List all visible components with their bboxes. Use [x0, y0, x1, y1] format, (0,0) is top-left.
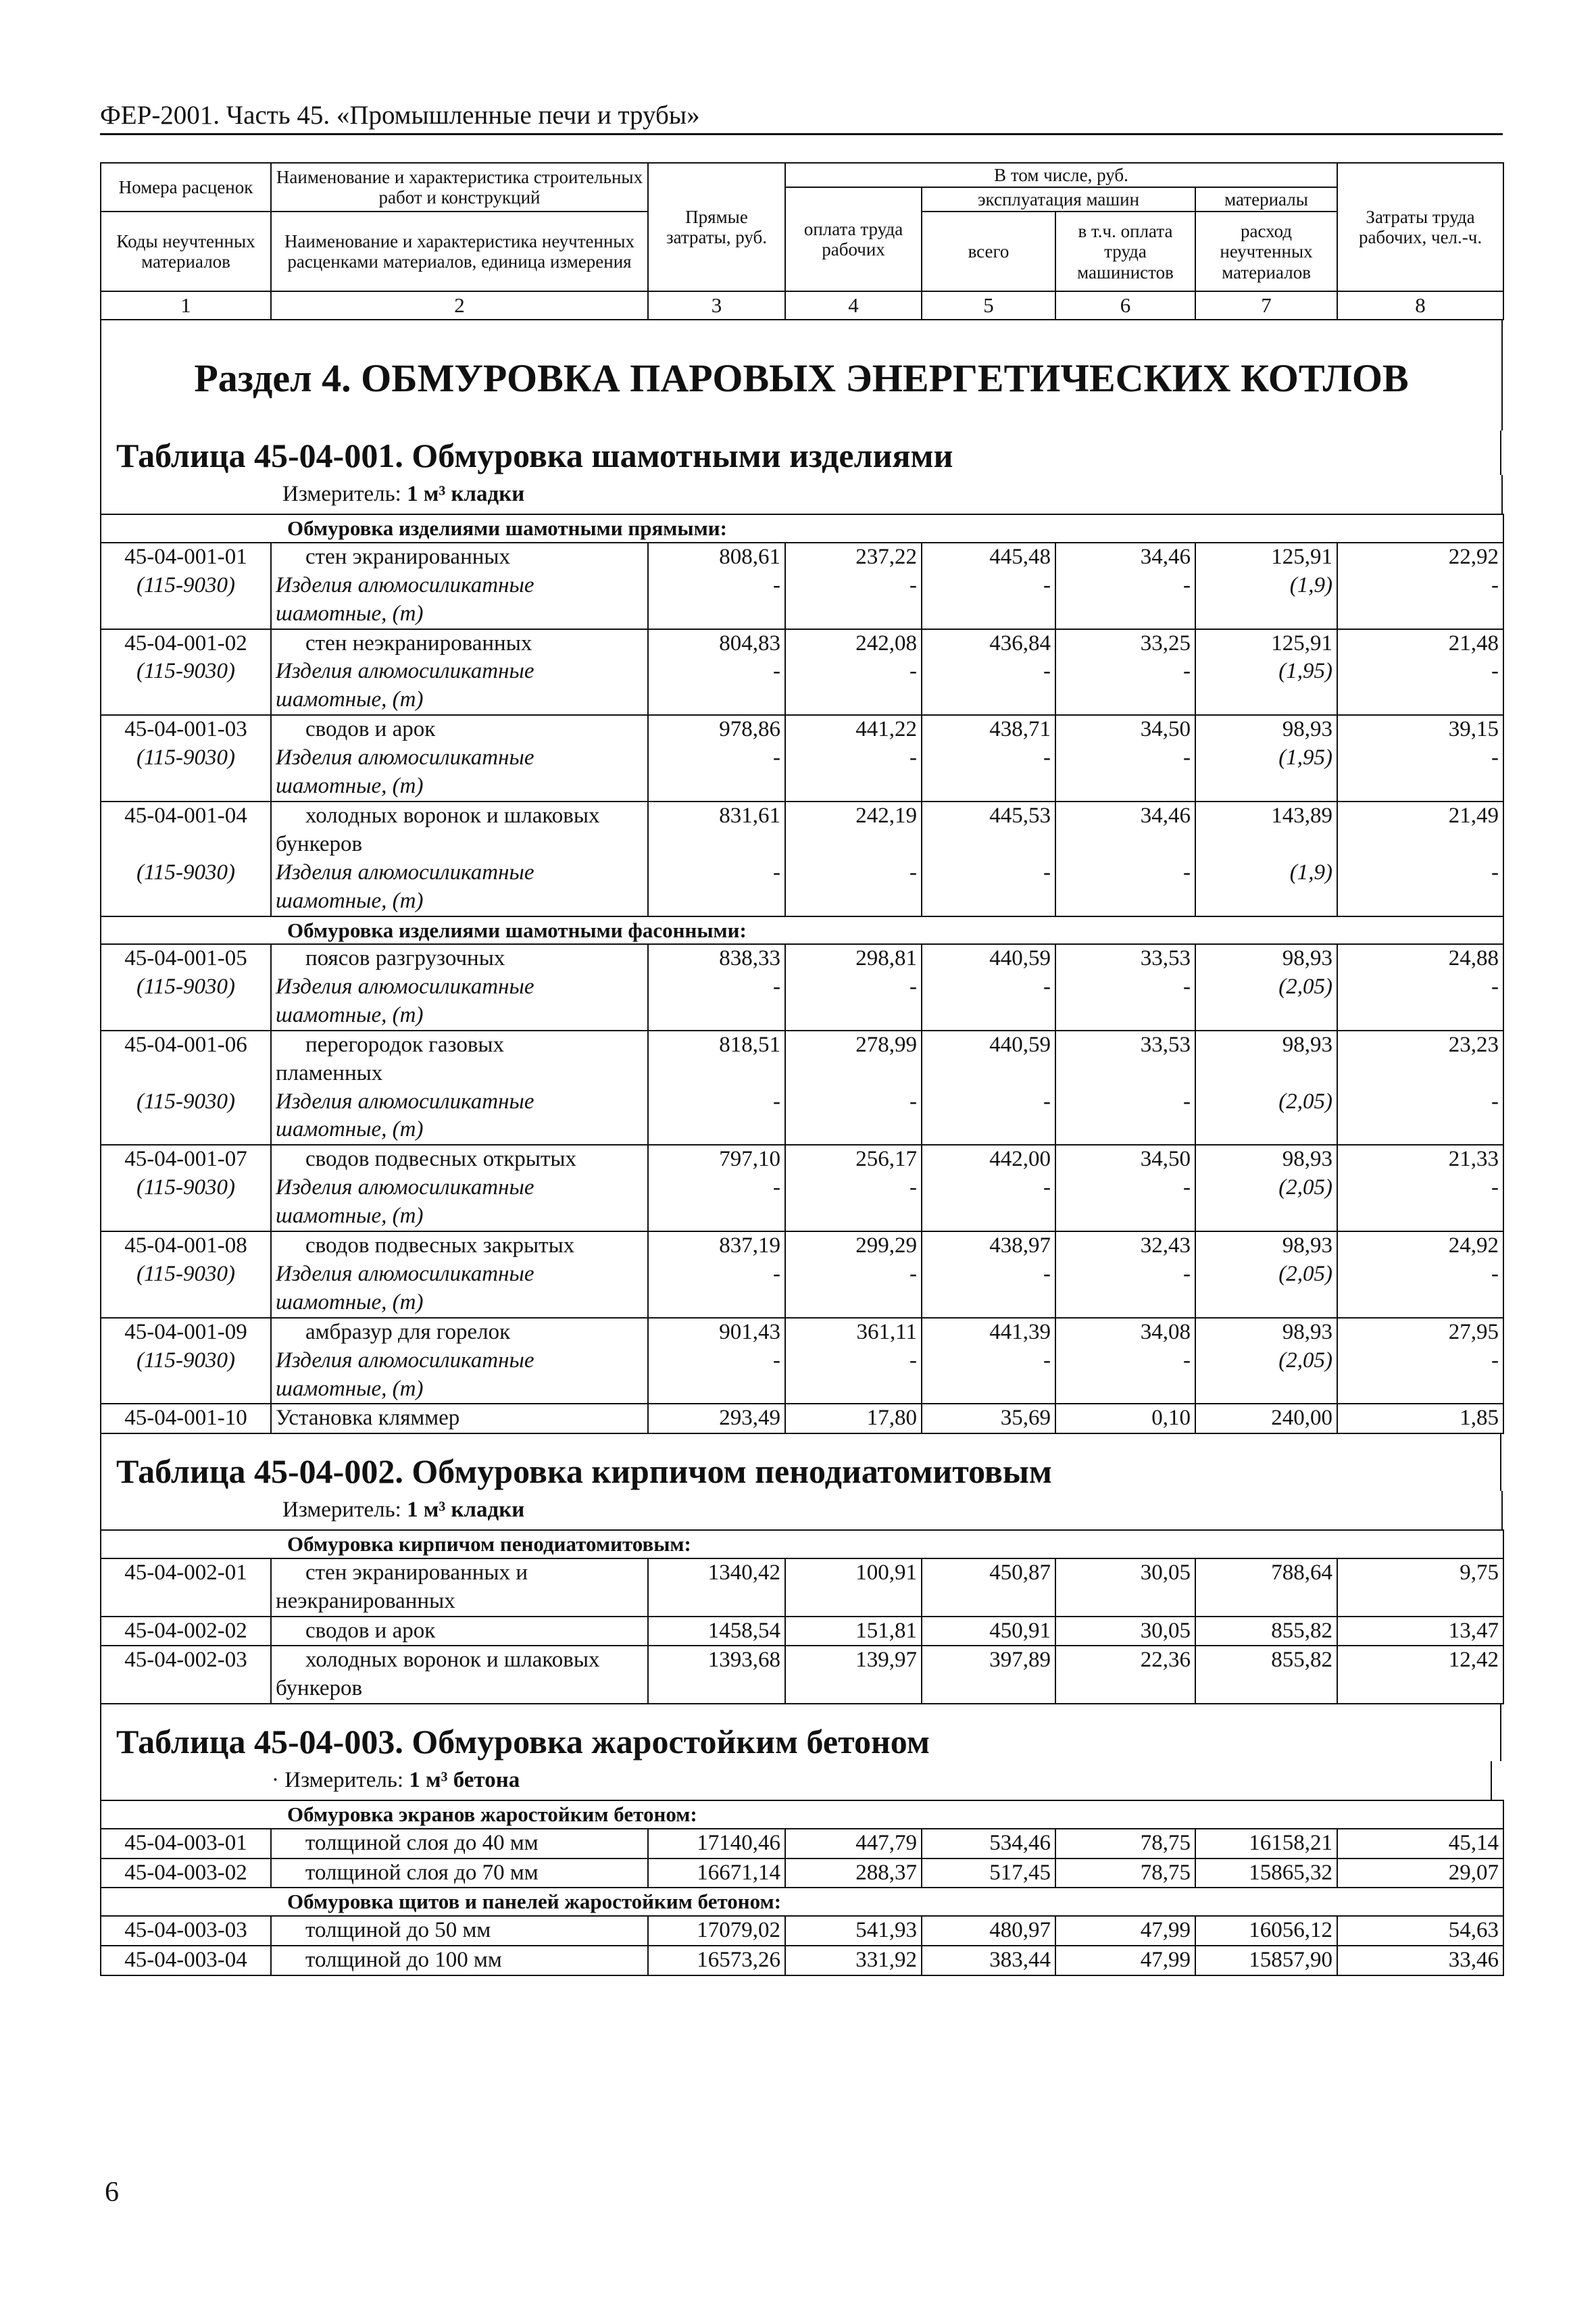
rate-code: 45-04-003-03	[101, 1916, 271, 1946]
operators-pay: 30,05	[1055, 1558, 1195, 1587]
direct-cost: 808,61	[648, 543, 785, 572]
dash-cell: -	[1055, 859, 1195, 916]
material-qty: (2,05)	[1195, 973, 1337, 1031]
dash-cell: -	[1337, 859, 1503, 916]
meter-label: Измеритель:	[282, 1498, 401, 1523]
operators-pay: 78,75	[1055, 1858, 1195, 1888]
rate-code: 45-04-001-03	[101, 715, 271, 744]
material-row	[101, 1260, 1503, 1318]
labor-hours: 39,15	[1337, 715, 1503, 744]
rates-table	[100, 1529, 1504, 1704]
dash-cell: -	[1055, 1088, 1195, 1146]
dash-cell: -	[1055, 1347, 1195, 1404]
labor-pay: 17,80	[785, 1404, 922, 1433]
materials-cost: 240,00	[1195, 1404, 1337, 1433]
material-row	[101, 859, 1503, 916]
direct-cost: 16671,14	[648, 1858, 785, 1888]
work-name: сводов подвесных закрытых	[271, 1231, 648, 1260]
dash-cell: -	[1337, 658, 1503, 715]
work-name: холодных воронок и шлаковых	[271, 802, 648, 831]
dash-cell: -	[922, 1174, 1055, 1231]
labor-hours: 1,85	[1337, 1404, 1503, 1433]
column-header-table	[100, 162, 1504, 320]
work-name: толщиной до 100 мм	[271, 1946, 648, 1975]
table-row-continuation	[101, 1675, 1503, 1704]
dash-cell: -	[648, 859, 785, 916]
materials-cost: 16056,12	[1195, 1916, 1337, 1946]
dash-cell: -	[1337, 1260, 1503, 1318]
rate-code: 45-04-003-01	[101, 1829, 271, 1858]
table-row	[101, 1558, 1503, 1587]
subsection-heading: Обмуровка изделиями шамотными фасонными:	[101, 916, 1503, 944]
labor-hours: 24,92	[1337, 1231, 1503, 1260]
operators-pay: 34,46	[1055, 543, 1195, 572]
rate-code: 45-04-001-07	[101, 1145, 271, 1174]
labor-pay: 237,22	[785, 543, 922, 572]
labor-pay: 151,81	[785, 1617, 922, 1646]
meter-value: 1 м³ кладки	[407, 482, 525, 507]
dash-cell: -	[785, 973, 922, 1031]
labor-hours: 12,42	[1337, 1646, 1503, 1675]
material-code: (115-9030)	[101, 973, 271, 1031]
material-row	[101, 658, 1503, 715]
rate-code: 45-04-002-03	[101, 1646, 271, 1675]
table-row	[101, 543, 1503, 572]
dash-cell: -	[785, 1174, 922, 1231]
dash-cell: -	[1055, 658, 1195, 715]
dash-cell: -	[648, 572, 785, 629]
labor-pay: 288,37	[785, 1858, 922, 1888]
table-title: Таблица 45-04-003. Обмуровка жаростойким бетоном	[100, 1704, 1501, 1761]
labor-hours: 13,47	[1337, 1617, 1503, 1646]
labor-pay: 361,11	[785, 1318, 922, 1347]
materials-header: материалы	[1195, 187, 1337, 212]
dash-cell: -	[1055, 744, 1195, 802]
col2-subheader: Наименование и характеристика неучтенных расценками материалов, единица измерения	[271, 212, 648, 291]
direct-cost: 17079,02	[648, 1916, 785, 1946]
page-number: 6	[105, 2177, 119, 2208]
labor-pay: 278,99	[785, 1031, 922, 1060]
dash-cell: -	[922, 859, 1055, 916]
table-row-continuation	[101, 831, 1503, 859]
meter-label: Измеритель:	[282, 482, 401, 507]
meter-value: 1 м³ бетона	[409, 1768, 520, 1793]
table-meter	[100, 475, 1503, 514]
material-row	[101, 744, 1503, 802]
material-qty: (2,05)	[1195, 1088, 1337, 1146]
table-row	[101, 1145, 1503, 1174]
direct-cost: 901,43	[648, 1318, 785, 1347]
subsection-heading: Обмуровка щитов и панелей жаростойким бетоном:	[101, 1888, 1503, 1915]
table-title: Таблица 45-04-001. Обмуровка шамотными изделиями	[100, 430, 1501, 475]
subsection-heading: Обмуровка экранов жаростойким бетоном:	[101, 1800, 1503, 1828]
materials-cost: 125,91	[1195, 629, 1337, 658]
material-name: Изделия алюмосиликатные шамотные, (т)	[271, 859, 648, 916]
labor-pay: 256,17	[785, 1145, 922, 1174]
operators-pay: 34,46	[1055, 802, 1195, 831]
dash-cell: -	[648, 1088, 785, 1146]
dash-cell: -	[1055, 1260, 1195, 1318]
machines-total: 438,71	[922, 715, 1055, 744]
material-name: Изделия алюмосиликатные шамотные, (т)	[271, 1347, 648, 1404]
work-name: толщиной слоя до 70 мм	[271, 1858, 648, 1888]
materials-cost: 125,91	[1195, 543, 1337, 572]
work-name-continued: бункеров	[271, 1675, 648, 1704]
dash-cell: -	[785, 572, 922, 629]
rates-table	[100, 514, 1504, 1434]
work-name: толщиной слоя до 40 мм	[271, 1829, 648, 1858]
machines-total: 35,69	[922, 1404, 1055, 1433]
machines-total: 440,59	[922, 944, 1055, 973]
document-frame	[100, 162, 1503, 1976]
dash-cell: -	[922, 1347, 1055, 1404]
work-name: стен неэкранированных	[271, 629, 648, 658]
dash-cell: -	[648, 658, 785, 715]
direct-cost: 797,10	[648, 1145, 785, 1174]
machines-total: 383,44	[922, 1946, 1055, 1975]
material-name: Изделия алюмосиликатные шамотные, (т)	[271, 1174, 648, 1231]
direct-cost: 1393,68	[648, 1646, 785, 1675]
material-code: (115-9030)	[101, 1260, 271, 1318]
work-name: сводов и арок	[271, 1617, 648, 1646]
dash-cell: -	[1055, 973, 1195, 1031]
material-name: Изделия алюмосиликатные шамотные, (т)	[271, 658, 648, 715]
dash-cell: -	[785, 1260, 922, 1318]
work-name: перегородок газовых	[271, 1031, 648, 1060]
dash-cell: -	[922, 1088, 1055, 1146]
material-row	[101, 1088, 1503, 1146]
table-row	[101, 944, 1503, 973]
table-row	[101, 802, 1503, 831]
rate-code: 45-04-002-02	[101, 1617, 271, 1646]
operators-pay: 78,75	[1055, 1829, 1195, 1858]
work-name: сводов и арок	[271, 715, 648, 744]
table-row	[101, 1318, 1503, 1347]
material-row	[101, 572, 1503, 629]
subsection-heading: Обмуровка изделиями шамотными прямыми:	[101, 514, 1503, 542]
operators-pay: 34,08	[1055, 1318, 1195, 1347]
direct-cost: 837,19	[648, 1231, 785, 1260]
operators-pay: 22,36	[1055, 1646, 1195, 1675]
direct-cost: 804,83	[648, 629, 785, 658]
meter-value: 1 м³ кладки	[407, 1498, 525, 1523]
material-row	[101, 973, 1503, 1031]
column-number: 4	[785, 291, 922, 320]
materials-cost: 15865,32	[1195, 1858, 1337, 1888]
labor-pay: 447,79	[785, 1829, 922, 1858]
dash-cell: -	[785, 1088, 922, 1146]
work-name: Установка кляммер	[271, 1404, 648, 1433]
materials-cost: 143,89	[1195, 802, 1337, 831]
table-row	[101, 715, 1503, 744]
incl-header: В том числе, руб.	[785, 163, 1337, 187]
operators-pay: 33,53	[1055, 944, 1195, 973]
dash-cell: -	[785, 859, 922, 916]
labor-hours: 9,75	[1337, 1558, 1503, 1587]
dash-cell: -	[785, 1347, 922, 1404]
materials-cost: 855,82	[1195, 1617, 1337, 1646]
labor-hours: 54,63	[1337, 1916, 1503, 1946]
col1-header: Номера расценок	[101, 163, 271, 212]
dash-cell: -	[785, 658, 922, 715]
material-name: Изделия алюмосиликатные шамотные, (т)	[271, 973, 648, 1031]
column-number: 5	[922, 291, 1055, 320]
machines-total: 436,84	[922, 629, 1055, 658]
materials-cost: 788,64	[1195, 1558, 1337, 1587]
direct-cost: 838,33	[648, 944, 785, 973]
col3-header: Прямые затраты, руб.	[648, 163, 785, 291]
table-row	[101, 1646, 1503, 1675]
dash-cell: -	[922, 1260, 1055, 1318]
rate-code: 45-04-001-02	[101, 629, 271, 658]
material-qty: (1,9)	[1195, 572, 1337, 629]
machines-total: 442,00	[922, 1145, 1055, 1174]
work-name-continued: пламенных	[271, 1060, 648, 1088]
material-name: Изделия алюмосиликатные шамотные, (т)	[271, 744, 648, 802]
machines-total: 517,45	[922, 1858, 1055, 1888]
materials-cost: 855,82	[1195, 1646, 1337, 1675]
dash-cell: -	[1337, 973, 1503, 1031]
rate-code: 45-04-001-08	[101, 1231, 271, 1260]
table-row	[101, 629, 1503, 658]
materials-cost: 98,93	[1195, 1145, 1337, 1174]
column-numbers-row	[101, 291, 1503, 320]
material-code: (115-9030)	[101, 744, 271, 802]
rate-code: 45-04-001-04	[101, 802, 271, 831]
material-code: (115-9030)	[101, 1347, 271, 1404]
dash-cell: -	[922, 572, 1055, 629]
rate-code: 45-04-001-05	[101, 944, 271, 973]
dash-cell: -	[648, 1174, 785, 1231]
subsection-heading: Обмуровка кирпичом пенодиатомитовым:	[101, 1530, 1503, 1558]
material-name: Изделия алюмосиликатные шамотные, (т)	[271, 1088, 648, 1146]
dash-cell: -	[1337, 744, 1503, 802]
material-code: (115-9030)	[101, 1174, 271, 1231]
dash-cell: -	[1337, 1174, 1503, 1231]
operators-pay: 47,99	[1055, 1916, 1195, 1946]
materials-cost: 16158,21	[1195, 1829, 1337, 1858]
labor-pay: 331,92	[785, 1946, 922, 1975]
direct-cost: 17140,46	[648, 1829, 785, 1858]
col1-subheader: Коды неучтенных материалов	[101, 212, 271, 291]
col2-header: Наименование и характеристика строительных работ и конструкций	[271, 163, 648, 212]
operators-pay: 32,43	[1055, 1231, 1195, 1260]
operators-pay: 47,99	[1055, 1946, 1195, 1975]
work-name: толщиной до 50 мм	[271, 1916, 648, 1946]
work-name: стен экранированных	[271, 543, 648, 572]
dash-cell: -	[1055, 572, 1195, 629]
operators-pay: 34,50	[1055, 1145, 1195, 1174]
material-code: (115-9030)	[101, 1088, 271, 1146]
work-name: холодных воронок и шлаковых	[271, 1646, 648, 1675]
material-qty: (2,05)	[1195, 1347, 1337, 1404]
labor-hours: 23,23	[1337, 1031, 1503, 1060]
page-header: ФЕР-2001. Часть 45. «Промышленные печи и трубы»	[100, 100, 1503, 135]
labor-pay: 541,93	[785, 1916, 922, 1946]
dash-cell: -	[1337, 1088, 1503, 1146]
table-row	[101, 1231, 1503, 1260]
work-name: сводов подвесных открытых	[271, 1145, 648, 1174]
direct-cost: 978,86	[648, 715, 785, 744]
material-code: (115-9030)	[101, 658, 271, 715]
machines-total: 534,46	[922, 1829, 1055, 1858]
material-row	[101, 1174, 1503, 1231]
dash-cell: -	[922, 973, 1055, 1031]
dash-cell: -	[1337, 1347, 1503, 1404]
rate-code: 45-04-001-01	[101, 543, 271, 572]
machines-total: 438,97	[922, 1231, 1055, 1260]
direct-cost: 1340,42	[648, 1558, 785, 1587]
labor-hours: 21,49	[1337, 802, 1503, 831]
machines-total: 441,39	[922, 1318, 1055, 1347]
material-qty: (1,9)	[1195, 859, 1337, 916]
dash-cell: -	[648, 973, 785, 1031]
labor-hours: 33,46	[1337, 1946, 1503, 1975]
direct-cost: 831,61	[648, 802, 785, 831]
materials-cost: 98,93	[1195, 1318, 1337, 1347]
dash-cell: -	[922, 658, 1055, 715]
material-qty: (2,05)	[1195, 1260, 1337, 1318]
machines-total: 397,89	[922, 1646, 1055, 1675]
labor-pay: 299,29	[785, 1231, 922, 1260]
column-number: 6	[1055, 291, 1195, 320]
materials-cost: 98,93	[1195, 1031, 1337, 1060]
material-code: (115-9030)	[101, 859, 271, 916]
dash-cell: -	[1337, 572, 1503, 629]
rate-code: 45-04-003-02	[101, 1858, 271, 1888]
work-name-continued: бункеров	[271, 831, 648, 859]
table-row	[101, 1829, 1503, 1858]
material-qty: (2,05)	[1195, 1174, 1337, 1231]
work-name-continued: неэкранированных	[271, 1587, 648, 1617]
material-name: Изделия алюмосиликатные шамотные, (т)	[271, 1260, 648, 1318]
table-meter	[100, 1491, 1503, 1529]
labor-hours: 22,92	[1337, 543, 1503, 572]
labor-hours: 27,95	[1337, 1318, 1503, 1347]
column-number: 3	[648, 291, 785, 320]
operators-pay: 33,25	[1055, 629, 1195, 658]
table-row	[101, 1858, 1503, 1888]
material-code: (115-9030)	[101, 572, 271, 629]
machines-total: 445,53	[922, 802, 1055, 831]
work-name: амбразур для горелок	[271, 1318, 648, 1347]
table-row	[101, 1617, 1503, 1646]
direct-cost: 818,51	[648, 1031, 785, 1060]
material-qty: (1,95)	[1195, 744, 1337, 802]
labor-hours: 21,48	[1337, 629, 1503, 658]
col5-header: всего	[922, 212, 1055, 291]
table-row	[101, 1031, 1503, 1060]
table-title: Таблица 45-04-002. Обмуровка кирпичом пенодиатомитовым	[100, 1434, 1501, 1491]
dash-cell: -	[648, 744, 785, 802]
table-row-continuation	[101, 1587, 1503, 1617]
column-number: 1	[101, 291, 271, 320]
work-name: стен экранированных и	[271, 1558, 648, 1587]
table-row	[101, 1946, 1503, 1975]
operators-pay: 0,10	[1055, 1404, 1195, 1433]
direct-cost: 293,49	[648, 1404, 785, 1433]
materials-cost: 98,93	[1195, 715, 1337, 744]
section-title: Раздел 4. ОБМУРОВКА ПАРОВЫХ ЭНЕРГЕТИЧЕСКИХ КОТЛОВ	[100, 320, 1503, 430]
material-row	[101, 1347, 1503, 1404]
col7-header: расход неучтенных материалов	[1195, 212, 1337, 291]
machines-total: 480,97	[922, 1916, 1055, 1946]
dash-cell: -	[785, 744, 922, 802]
dash-cell: -	[922, 744, 1055, 802]
column-number: 8	[1337, 291, 1503, 320]
meter-label: · Измеритель:	[272, 1768, 404, 1793]
labor-hours: 24,88	[1337, 944, 1503, 973]
machines-total: 450,91	[922, 1617, 1055, 1646]
labor-hours: 21,33	[1337, 1145, 1503, 1174]
col6-header: в т.ч. оплата труда машинистов	[1055, 212, 1195, 291]
rate-code: 45-04-001-06	[101, 1031, 271, 1060]
dash-cell: -	[648, 1260, 785, 1318]
material-qty: (1,95)	[1195, 658, 1337, 715]
col8-header: Затраты труда рабочих, чел.-ч.	[1337, 163, 1503, 291]
table-row	[101, 1916, 1503, 1946]
column-number: 2	[271, 291, 648, 320]
operators-pay: 30,05	[1055, 1617, 1195, 1646]
direct-cost: 16573,26	[648, 1946, 785, 1975]
machines-total: 450,87	[922, 1558, 1055, 1587]
labor-pay: 298,81	[785, 944, 922, 973]
rate-code: 45-04-002-01	[101, 1558, 271, 1587]
col4-header: оплата труда рабочих	[785, 187, 922, 291]
dash-cell: -	[1055, 1174, 1195, 1231]
materials-cost: 15857,90	[1195, 1946, 1337, 1975]
direct-cost: 1458,54	[648, 1617, 785, 1646]
labor-pay: 100,91	[785, 1558, 922, 1587]
labor-pay: 441,22	[785, 715, 922, 744]
operators-pay: 34,50	[1055, 715, 1195, 744]
labor-pay: 242,19	[785, 802, 922, 831]
labor-hours: 29,07	[1337, 1858, 1503, 1888]
column-number: 7	[1195, 291, 1337, 320]
labor-pay: 242,08	[785, 629, 922, 658]
machines-header: эксплуатация машин	[922, 187, 1195, 212]
dash-cell: -	[648, 1347, 785, 1404]
rate-code: 45-04-003-04	[101, 1946, 271, 1975]
table-row-continuation	[101, 1060, 1503, 1088]
rate-code: 45-04-001-10	[101, 1404, 271, 1433]
machines-total: 440,59	[922, 1031, 1055, 1060]
materials-cost: 98,93	[1195, 1231, 1337, 1260]
rate-code: 45-04-001-09	[101, 1318, 271, 1347]
table-row	[101, 1404, 1503, 1433]
operators-pay: 33,53	[1055, 1031, 1195, 1060]
material-name: Изделия алюмосиликатные шамотные, (т)	[271, 572, 648, 629]
materials-cost: 98,93	[1195, 944, 1337, 973]
table-meter	[100, 1761, 1492, 1800]
machines-total: 445,48	[922, 543, 1055, 572]
work-name: поясов разгрузочных	[271, 944, 648, 973]
labor-pay: 139,97	[785, 1646, 922, 1675]
labor-hours: 45,14	[1337, 1829, 1503, 1858]
rates-table	[100, 1800, 1504, 1975]
